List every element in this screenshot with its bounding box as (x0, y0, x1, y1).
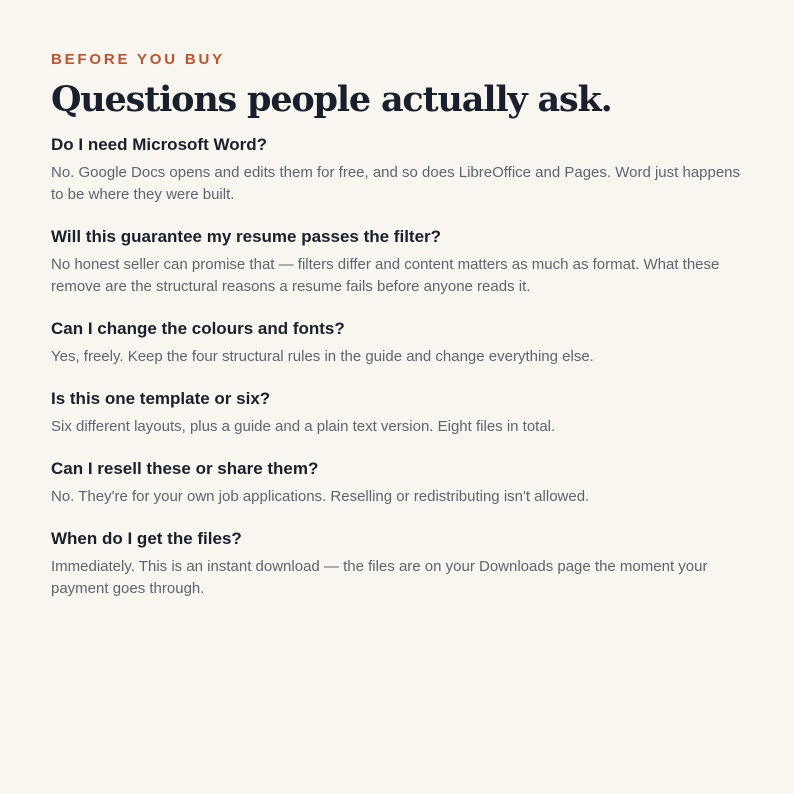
faq-answer: Immediately. This is an instant download — the files are on your Downloads page the moment your payment goes through. (51, 558, 708, 597)
faq-answer: No. Google Docs opens and edits them for free, and so does LibreOffice and Pages. Word just happens to be where they were built. (51, 164, 741, 203)
faq-answer: Yes, freely. Keep the four structural rules in the guide and change everything else. (51, 348, 594, 365)
faq-item (51, 134, 751, 206)
faq-question: When do I get the files? (51, 529, 242, 548)
section-eyebrow: BEFORE YOU BUY (51, 51, 225, 68)
faq-item (51, 388, 751, 438)
faq-item (51, 318, 751, 368)
faq-question: Is this one template or six? (51, 389, 271, 408)
faq-item (51, 528, 751, 600)
faq-question: Do I need Microsoft Word? (51, 135, 267, 154)
faq-item (51, 226, 751, 298)
faq-list (51, 134, 751, 600)
faq-item (51, 458, 751, 508)
faq-answer: No. They're for your own job applications. Reselling or redistributing isn't allowed. (51, 488, 590, 505)
faq-section (51, 50, 751, 620)
faq-answer: No honest seller can promise that — filters differ and content matters as much as format. What these remove are the structural reasons a resume fails before anyone reads it. (51, 256, 720, 295)
faq-question: Can I resell these or share them? (51, 459, 319, 478)
faq-answer: Six different layouts, plus a guide and a plain text version. Eight files in total. (51, 418, 556, 435)
faq-question: Will this guarantee my resume passes the filter? (51, 227, 442, 246)
page-title: Questions people actually ask. (51, 79, 612, 120)
faq-question: Can I change the colours and fonts? (51, 319, 345, 338)
